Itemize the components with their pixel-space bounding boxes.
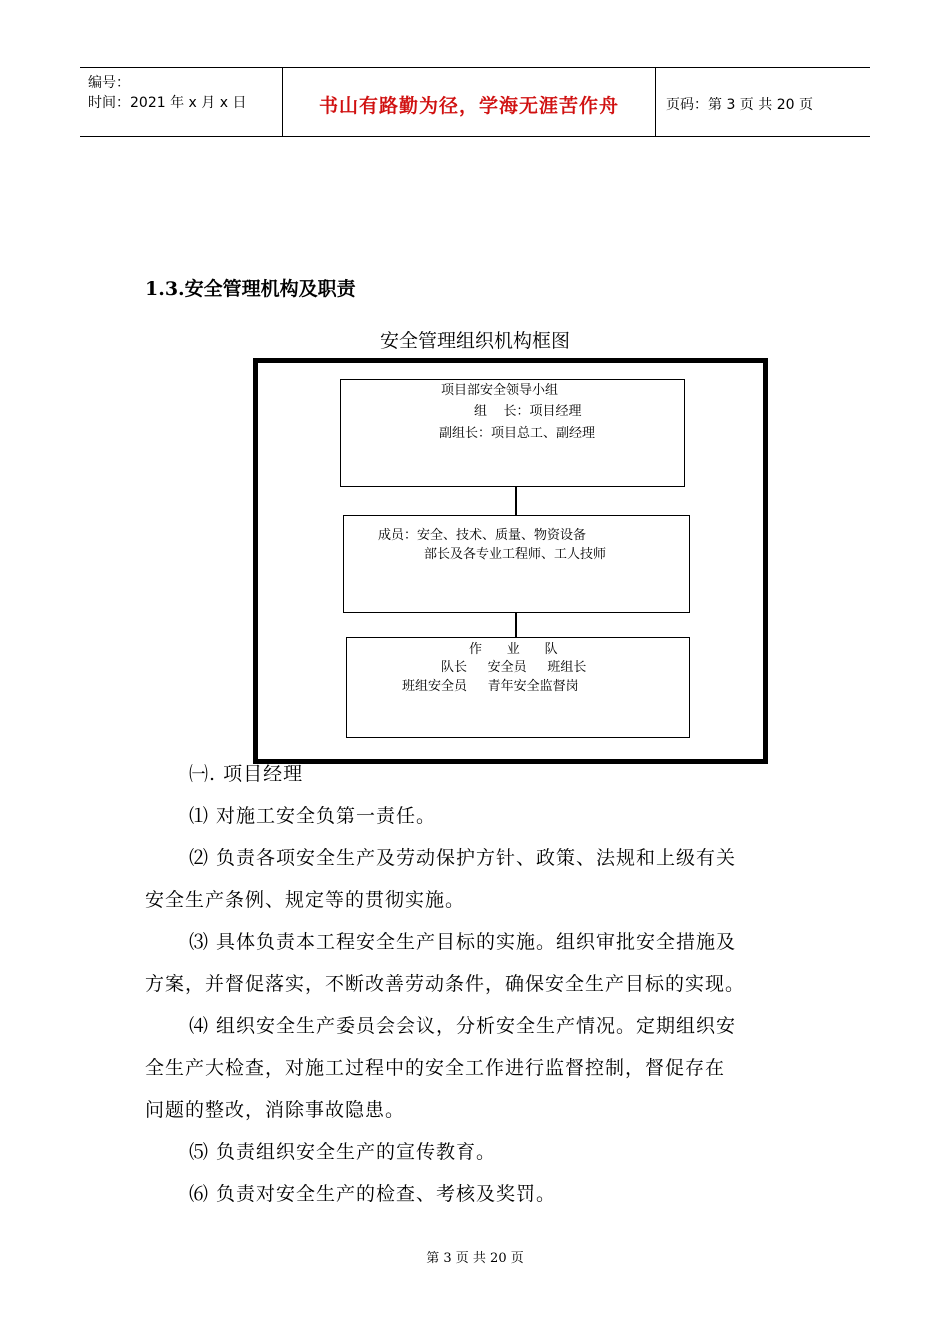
page-header	[80, 67, 870, 137]
team-box-line2: 队长 安全员 班组长	[441, 660, 587, 675]
header-page-label: 页码：第 3 页 共 20 页	[666, 97, 813, 113]
duty-item-3-line-1: ⑶ 具体负责本工程安全生产目标的实施。组织审批安全措施及	[189, 931, 737, 953]
members-box-line1: 成员：安全、技术、质量、物资设备	[378, 528, 587, 543]
duty-list	[145, 795, 805, 1215]
doc-time-label: 时间：2021 年 x 月 x 日	[88, 95, 247, 111]
duty-item-6-line-1: ⑹ 负责对安全生产的检查、考核及奖罚。	[189, 1183, 557, 1205]
duty-heading-text: ㈠. 项目经理	[189, 763, 304, 785]
members-box	[343, 515, 690, 613]
header-right-cell	[656, 68, 870, 136]
leader-box-title: 项目部安全领导小组	[441, 383, 559, 398]
duty-item-3-line-2: 方案，并督促落实，不断改善劳动条件，确保安全生产目标的实现。	[145, 973, 746, 995]
work-team-box	[346, 637, 690, 738]
connector-line-1	[515, 486, 517, 515]
team-box-line3: 班组安全员 青年安全监督岗	[402, 679, 579, 694]
header-middle-cell	[282, 68, 656, 136]
duty-item-1	[145, 795, 805, 837]
duty-item-4-line-3: 问题的整改，消除事故隐患。	[145, 1099, 406, 1121]
leader-group-box	[340, 379, 685, 487]
page-footer: 第 3 页 共 20 页	[426, 1251, 524, 1266]
duty-item-2-line-1: ⑵ 负责各项安全生产及劳动保护方针、政策、法规和上级有关	[189, 847, 737, 869]
connector-line-2	[515, 612, 517, 637]
team-box-title: 作 业 队	[469, 642, 558, 657]
leader-box-head: 组 长：项目经理	[474, 404, 582, 419]
duty-heading	[145, 753, 805, 795]
duty-item-5-line-1: ⑸ 负责组织安全生产的宣传教育。	[189, 1141, 497, 1163]
org-chart-title: 安全管理组织机构框图	[379, 330, 570, 352]
duty-item-4	[145, 1005, 805, 1131]
duty-item-5	[145, 1131, 805, 1173]
duty-item-6	[145, 1173, 805, 1215]
members-box-line2: 部长及各专业工程师、工人技师	[424, 547, 607, 562]
duty-item-4-line-1: ⑷ 组织安全生产委员会会议，分析安全生产情况。定期组织安	[189, 1015, 737, 1037]
header-motto: 书山有路勤为径，学海无涯苦作舟	[318, 95, 619, 117]
duty-item-2-line-2: 安全生产条例、规定等的贯彻实施。	[145, 889, 466, 911]
leader-box-deputy: 副组长：项目总工、副经理	[439, 426, 596, 441]
duty-item-1-line-1: ⑴ 对施工安全负第一责任。	[189, 805, 437, 827]
doc-code-label: 编号：	[88, 75, 130, 91]
section-title: 1.3.安全管理机构及职责	[145, 278, 356, 300]
duty-item-4-line-2: 全生产大检查，对施工过程中的安全工作进行监督控制，督促存在	[145, 1057, 726, 1079]
duty-item-2	[145, 837, 805, 921]
duty-item-3	[145, 921, 805, 1005]
header-left-cell	[80, 68, 282, 136]
